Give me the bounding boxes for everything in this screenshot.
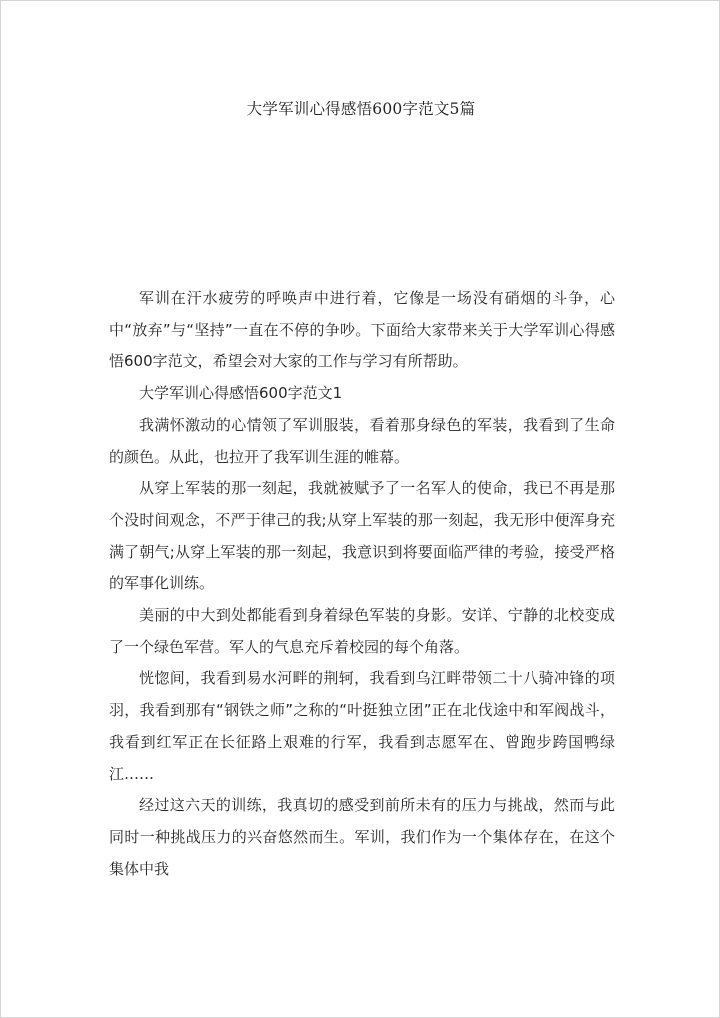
document-title: 大学军训心得感悟600字范文5篇 [246, 100, 476, 118]
document-body [109, 283, 615, 885]
intro-paragraph: 军训在汗水疲劳的呼唤声中进行着，它像是一场没有硝烟的斗争，心中“放弃”与“坚持”一直在不停的争吵。下面给大家带来关于大学军训心得感悟600字范文，希望会对大家的工作与学习有所帮助。 [109, 289, 615, 371]
body-paragraph: 恍惚间，我看到易水河畔的荆轲，我看到乌江畔带领二十八骑冲锋的项羽，我看到那有“钢铁之师”之称的“叶挺独立团”正在北伐途中和军阀战斗，我看到红军正在长征路上艰难的行军，我看到志愿军在、曾跑步跨国鸭绿江…… [109, 669, 615, 783]
body-paragraph: 从穿上军装的那一刻起，我就被赋予了一名军人的使命，我已不再是那个没时间观念，不严于律己的我;从穿上军装的那一刻起，我无形中便浑身充满了朝气;从穿上军装的那一刻起，我意识到将要面临严律的考验，接受严格的军事化训练。 [109, 479, 615, 593]
body-paragraph: 我满怀激动的心情领了军训服装，看着那身绿色的军装，我看到了生命的颜色。从此，也拉开了我军训生涯的帷幕。 [109, 415, 615, 466]
section-heading: 大学军训心得感悟600字范文1 [139, 384, 343, 403]
body-paragraph: 经过这六天的训练，我真切的感受到前所未有的压力与挑战，然而与此同时一种挑战压力的兴奋悠然而生。军训，我们作为一个集体存在，在这个集体中我 [109, 796, 615, 878]
body-paragraph: 美丽的中大到处都能看到身着绿色军装的身影。安详、宁静的北校变成了一个绿色军营。军人的气息充斥着校园的每个角落。 [109, 606, 615, 656]
